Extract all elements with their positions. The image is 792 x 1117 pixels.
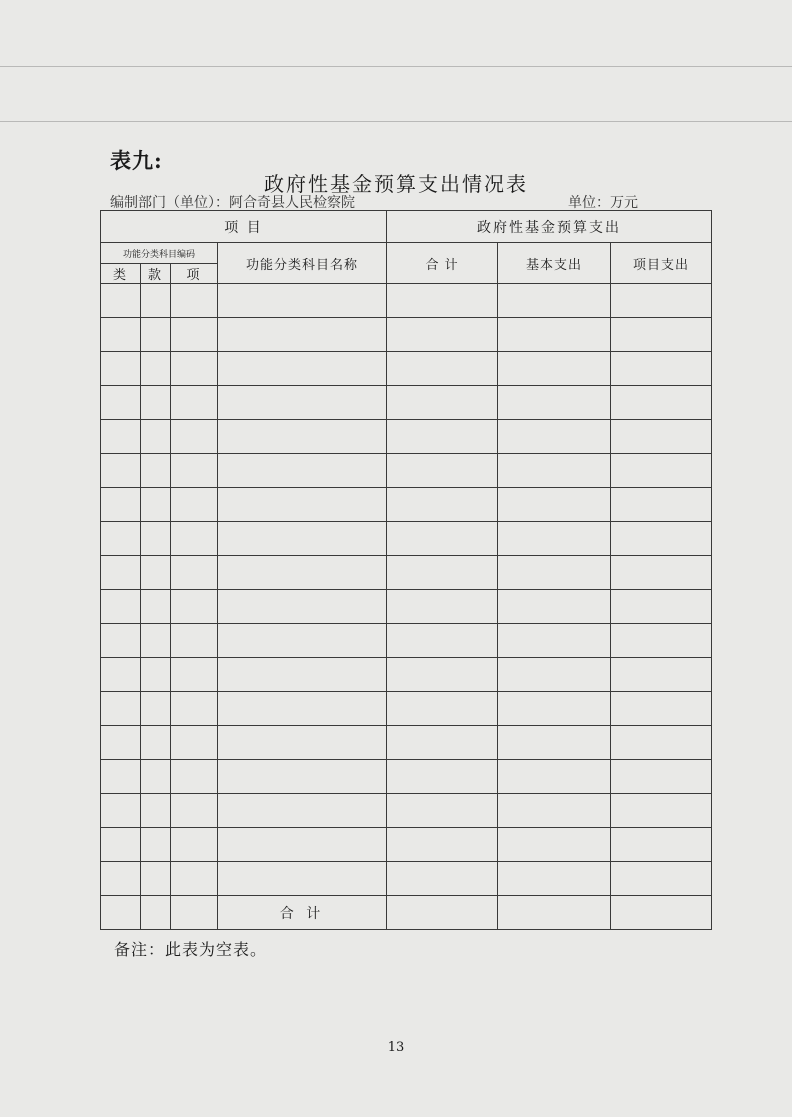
table-cell	[101, 556, 141, 590]
table-cell	[611, 726, 712, 760]
table-cell	[498, 726, 611, 760]
scan-line-top	[0, 66, 792, 67]
total-row	[101, 896, 712, 930]
table-cell	[611, 658, 712, 692]
table-cell	[498, 862, 611, 896]
table-cell	[387, 284, 498, 318]
header-name: 功能分类科目名称	[218, 243, 387, 284]
table-cell	[101, 420, 141, 454]
table-cell	[101, 862, 141, 896]
table-cell	[141, 624, 171, 658]
table-cell	[498, 284, 611, 318]
header-item: 项 目	[101, 211, 387, 243]
table-row	[101, 590, 712, 624]
table-cell	[218, 556, 387, 590]
header-row-1	[101, 211, 712, 243]
table-cell	[218, 386, 387, 420]
table-cell	[387, 828, 498, 862]
table-cell	[387, 386, 498, 420]
table-cell	[171, 488, 218, 522]
table-cell	[101, 896, 141, 930]
table-cell	[218, 760, 387, 794]
table-cell	[171, 522, 218, 556]
table-cell	[498, 624, 611, 658]
table-row	[101, 352, 712, 386]
table-row	[101, 692, 712, 726]
table-cell	[141, 488, 171, 522]
budget-table	[100, 210, 712, 930]
table-cell	[387, 590, 498, 624]
table-row	[101, 488, 712, 522]
table-cell	[611, 420, 712, 454]
table-label: 表九:	[110, 148, 163, 173]
table-cell	[101, 454, 141, 488]
table-row	[101, 794, 712, 828]
table-row	[101, 284, 712, 318]
table-cell	[611, 760, 712, 794]
table-cell	[387, 896, 498, 930]
table-cell	[218, 522, 387, 556]
table-cell	[387, 692, 498, 726]
table-cell	[218, 454, 387, 488]
table-cell	[387, 318, 498, 352]
table-cell	[611, 556, 712, 590]
table-cell	[498, 522, 611, 556]
table-cell	[218, 420, 387, 454]
table-cell	[171, 386, 218, 420]
table-row	[101, 386, 712, 420]
table-cell	[387, 658, 498, 692]
table-cell	[101, 352, 141, 386]
table-cell	[387, 794, 498, 828]
table-cell	[101, 284, 141, 318]
page-number: 13	[387, 1040, 405, 1055]
table-row	[101, 522, 712, 556]
table-row	[101, 624, 712, 658]
table-cell	[498, 454, 611, 488]
table-cell	[498, 658, 611, 692]
table-row	[101, 862, 712, 896]
table-row	[101, 658, 712, 692]
table-cell	[141, 420, 171, 454]
table-cell	[101, 488, 141, 522]
document-title: 政府性基金预算支出情况表	[264, 172, 528, 196]
table-cell	[387, 420, 498, 454]
table-cell	[141, 794, 171, 828]
table-cell	[141, 862, 171, 896]
table-cell	[611, 794, 712, 828]
table-cell	[141, 896, 171, 930]
unit-label: 单位：万元	[568, 195, 638, 211]
table-cell	[218, 658, 387, 692]
table-cell	[101, 828, 141, 862]
table-cell	[218, 590, 387, 624]
table-cell	[171, 726, 218, 760]
table-cell	[611, 692, 712, 726]
table-cell	[171, 658, 218, 692]
table-cell	[387, 862, 498, 896]
table-cell	[218, 318, 387, 352]
table-cell	[611, 896, 712, 930]
table-cell	[141, 760, 171, 794]
header-kuan: 款	[141, 264, 171, 284]
table-cell	[171, 352, 218, 386]
table-cell	[498, 692, 611, 726]
table-cell	[611, 590, 712, 624]
table-cell	[171, 862, 218, 896]
table-cell	[611, 828, 712, 862]
table-cell	[141, 658, 171, 692]
table-cell	[498, 760, 611, 794]
table-cell	[101, 386, 141, 420]
table-row	[101, 760, 712, 794]
table-cell	[101, 318, 141, 352]
table-cell	[141, 522, 171, 556]
table-cell	[387, 556, 498, 590]
table-cell	[171, 692, 218, 726]
table-row	[101, 454, 712, 488]
table-row	[101, 828, 712, 862]
table-cell	[498, 352, 611, 386]
table-cell	[498, 896, 611, 930]
table-cell	[101, 522, 141, 556]
table-cell	[141, 590, 171, 624]
table-row	[101, 318, 712, 352]
table-cell	[141, 352, 171, 386]
table-cell	[498, 794, 611, 828]
table-cell	[171, 896, 218, 930]
table-cell	[171, 794, 218, 828]
table-row	[101, 556, 712, 590]
table-cell	[387, 726, 498, 760]
table-cell	[611, 284, 712, 318]
table-cell	[218, 284, 387, 318]
table-cell	[171, 828, 218, 862]
table-cell	[218, 624, 387, 658]
total-label: 合 计	[218, 896, 387, 930]
table-cell	[498, 488, 611, 522]
table-cell	[611, 522, 712, 556]
header-row-2	[101, 243, 712, 264]
table-cell	[611, 624, 712, 658]
table-cell	[611, 488, 712, 522]
scan-line-upper	[0, 121, 792, 122]
department-label: 编制部门（单位）：阿合奇县人民检察院	[110, 195, 355, 211]
table-cell	[498, 420, 611, 454]
table-cell	[171, 590, 218, 624]
header-xiang: 项	[171, 264, 218, 284]
table-cell	[218, 862, 387, 896]
table-cell	[141, 828, 171, 862]
table-cell	[611, 386, 712, 420]
table-cell	[171, 556, 218, 590]
header-code: 功能分类科目编码	[101, 243, 218, 264]
table-cell	[218, 352, 387, 386]
table-row	[101, 726, 712, 760]
table-cell	[141, 454, 171, 488]
header-total: 合 计	[387, 243, 498, 284]
table-cell	[387, 352, 498, 386]
table-cell	[141, 386, 171, 420]
table-cell	[141, 726, 171, 760]
table-row	[101, 420, 712, 454]
table-cell	[101, 590, 141, 624]
table-cell	[498, 386, 611, 420]
table-cell	[101, 692, 141, 726]
table-cell	[387, 760, 498, 794]
table-cell	[387, 624, 498, 658]
table-cell	[171, 624, 218, 658]
table-cell	[141, 284, 171, 318]
table-cell	[171, 760, 218, 794]
header-project: 项目支出	[611, 243, 712, 284]
table-cell	[171, 318, 218, 352]
table-cell	[611, 454, 712, 488]
table-cell	[498, 590, 611, 624]
table-cell	[171, 284, 218, 318]
table-cell	[498, 318, 611, 352]
table-cell	[218, 794, 387, 828]
table-cell	[101, 760, 141, 794]
table-cell	[141, 692, 171, 726]
header-budget: 政府性基金预算支出	[387, 211, 712, 243]
table-cell	[218, 828, 387, 862]
table-cell	[171, 454, 218, 488]
table-cell	[611, 318, 712, 352]
table-cell	[101, 726, 141, 760]
table-cell	[218, 692, 387, 726]
table-cell	[218, 488, 387, 522]
table-cell	[498, 556, 611, 590]
header-basic: 基本支出	[498, 243, 611, 284]
table-cell	[141, 556, 171, 590]
note: 备注：此表为空表。	[114, 940, 268, 959]
table-cell	[611, 352, 712, 386]
header-lei: 类	[101, 264, 141, 284]
table-cell	[101, 624, 141, 658]
table-cell	[387, 522, 498, 556]
table-cell	[101, 658, 141, 692]
table-cell	[141, 318, 171, 352]
table-cell	[498, 828, 611, 862]
table-cell	[171, 420, 218, 454]
table-cell	[101, 794, 141, 828]
table-cell	[387, 454, 498, 488]
table-cell	[218, 726, 387, 760]
table-cell	[387, 488, 498, 522]
table-cell	[611, 862, 712, 896]
